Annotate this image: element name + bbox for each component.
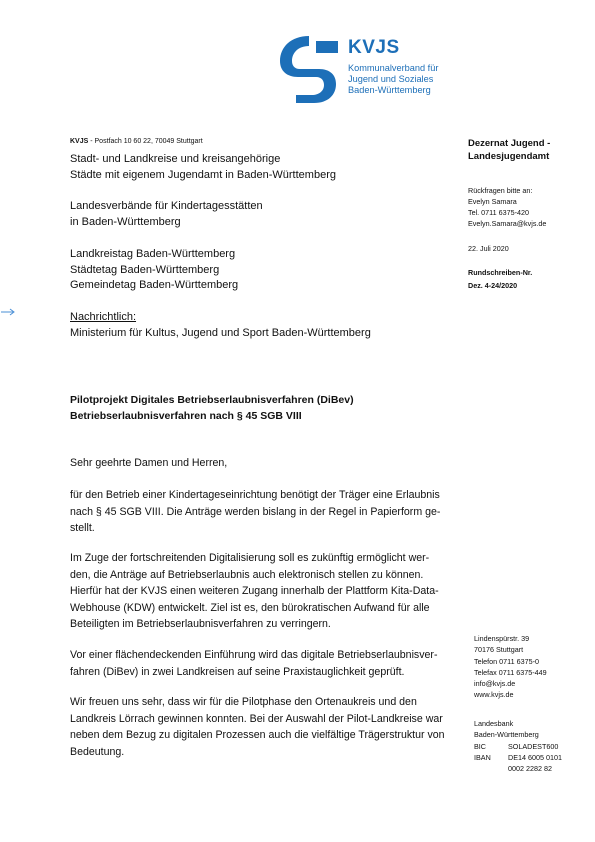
paragraph-line: neben dem Bezug zu digitalen Prozessen auch die vielfältige Trägerstruktur von <box>70 729 445 742</box>
body-paragraph <box>70 487 460 537</box>
cc-block <box>70 310 371 341</box>
footer-line: 70176 Stuttgart <box>474 645 524 655</box>
recipient-line: Städtetag Baden-Württemberg <box>70 263 220 276</box>
paragraph-line: für den Betrieb einer Kindertageseinrichtung benötigt der Träger eine Erlaubnis <box>70 489 440 501</box>
sender-org: KVJS <box>70 138 89 145</box>
paragraph-line: fahren (DiBev) in zwei Landkreisen auf seine Praxistauglichkeit geprüft. <box>70 665 405 678</box>
margin-arrow-icon <box>0 308 16 316</box>
body-paragraph <box>70 647 460 680</box>
bic-value: SOLADEST600 <box>508 741 559 751</box>
subject-line: Betriebserlaubnisverfahren nach § 45 SGB VIII <box>70 410 302 422</box>
kvjs-logo-mark-icon <box>276 33 342 105</box>
logo-title: KVJS <box>348 37 400 58</box>
footer-line: Lindenspürstr. 39 <box>474 634 530 643</box>
recipient-block <box>70 199 263 230</box>
reference-number: Dez. 4-24/2020 <box>468 281 518 290</box>
recipient-block <box>70 152 336 183</box>
iban-label: IBAN <box>474 752 491 762</box>
footer-line: Telefax 0711 6375-449 <box>474 667 547 677</box>
recipient-line: Stadt- und Landkreise und kreisangehörige <box>70 153 281 165</box>
paragraph-line: Beteiligten im Betriebserlaubnisverfahren zu verringern. <box>70 618 331 631</box>
recipient-line: in Baden-Württemberg <box>70 215 181 228</box>
contact-line: Evelyn Samara <box>468 197 517 206</box>
cc-recipient: Ministerium für Kultus, Jugend und Sport Baden-Württemberg <box>70 326 371 339</box>
bank-name-line: Landesbank <box>474 719 514 728</box>
contact-line: Tel. 0711 6375-420 <box>468 208 530 217</box>
paragraph-line: Landkreis Lörrach gewinnen konnten. Bei der Auswahl der Pilot-Landkreise war <box>70 712 443 725</box>
department-line: Landesjugendamt <box>468 150 550 162</box>
recipient-line: Landkreistag Baden-Württemberg <box>70 248 236 260</box>
logo-subtitle-line: Baden-Württemberg <box>348 85 431 95</box>
recipient-line: Städte mit eigenem Jugendamt in Baden-Württemberg <box>70 168 336 181</box>
bank-details <box>474 718 562 774</box>
recipient-block <box>70 247 238 294</box>
sender-address: - Postfach 10 60 22, 70049 Stuttgart <box>88 138 203 145</box>
department <box>468 138 550 163</box>
iban-row <box>474 752 562 763</box>
sender-line <box>70 138 203 145</box>
kvjs-logo <box>276 33 476 105</box>
footer-email: info@kvjs.de <box>474 679 516 689</box>
body-paragraph <box>70 694 460 760</box>
subject-line: Pilotprojekt Digitales Betriebserlaubnisverfahren (DiBev) <box>70 394 354 406</box>
cc-label: Nachrichtlich: <box>70 311 137 323</box>
logo-subtitle-line: Kommunalverband für <box>348 63 439 73</box>
logo-subtitle-line: Jugend und Soziales <box>348 74 434 84</box>
paragraph-line: den, die Anträge auf Betriebserlaubnis auch elektronisch stellen zu können. <box>70 568 424 581</box>
recipient-line: Gemeindetag Baden-Württemberg <box>70 279 239 291</box>
paragraph-line: Wir freuen uns sehr, dass wir für die Pilotphase den Ortenaukreis und den <box>70 696 417 708</box>
body-paragraph <box>70 550 460 633</box>
iban-value: DE14 6005 0101 <box>508 752 562 762</box>
recipient-line: Landesverbände für Kindertagesstätten <box>70 200 263 212</box>
footer-website: www.kvjs.de <box>474 690 514 700</box>
paragraph-line: stellt. <box>70 522 95 535</box>
paragraph-line: Hierfür hat der KVJS einen weiteren Zugang innerhalb der Plattform Kita-Data- <box>70 585 439 598</box>
paragraph-line: Bedeutung. <box>70 745 125 758</box>
paragraph-line: Webhouse (KDW) entwickelt. Ziel ist es, den bürokratischen Aufwand für alle <box>70 601 430 614</box>
bank-name-line: Baden-Württemberg <box>474 730 539 740</box>
contact-block <box>468 185 546 229</box>
contact-line: Rückfragen bitte an: <box>468 186 533 195</box>
bic-label: BIC <box>474 741 486 751</box>
footer-line: Telefon 0711 6375-0 <box>474 656 540 666</box>
salutation: Sehr geehrte Damen und Herren, <box>70 457 228 469</box>
subject <box>70 392 354 424</box>
paragraph-line: Vor einer flächendeckenden Einführung wird das digitale Betriebserlaubnisver- <box>70 649 438 661</box>
bic-row <box>474 741 562 752</box>
reference-block <box>468 266 532 292</box>
department-line: Dezernat Jugend - <box>468 138 551 149</box>
iban-value: 0002 2282 82 <box>508 764 552 774</box>
footer-address <box>474 633 547 701</box>
contact-email: Evelyn.Samara@kvjs.de <box>468 219 547 228</box>
iban-row-2 <box>474 763 562 774</box>
letter-date: 22. Juli 2020 <box>468 244 509 253</box>
paragraph-line: Im Zuge der fortschreitenden Digitalisierung soll es zukünftig ermöglicht wer- <box>70 552 430 564</box>
reference-label: Rundschreiben-Nr. <box>468 268 533 277</box>
paragraph-line: nach § 45 SGB VIII. Die Anträge werden bislang in der Regel in Papierform ge- <box>70 505 441 518</box>
